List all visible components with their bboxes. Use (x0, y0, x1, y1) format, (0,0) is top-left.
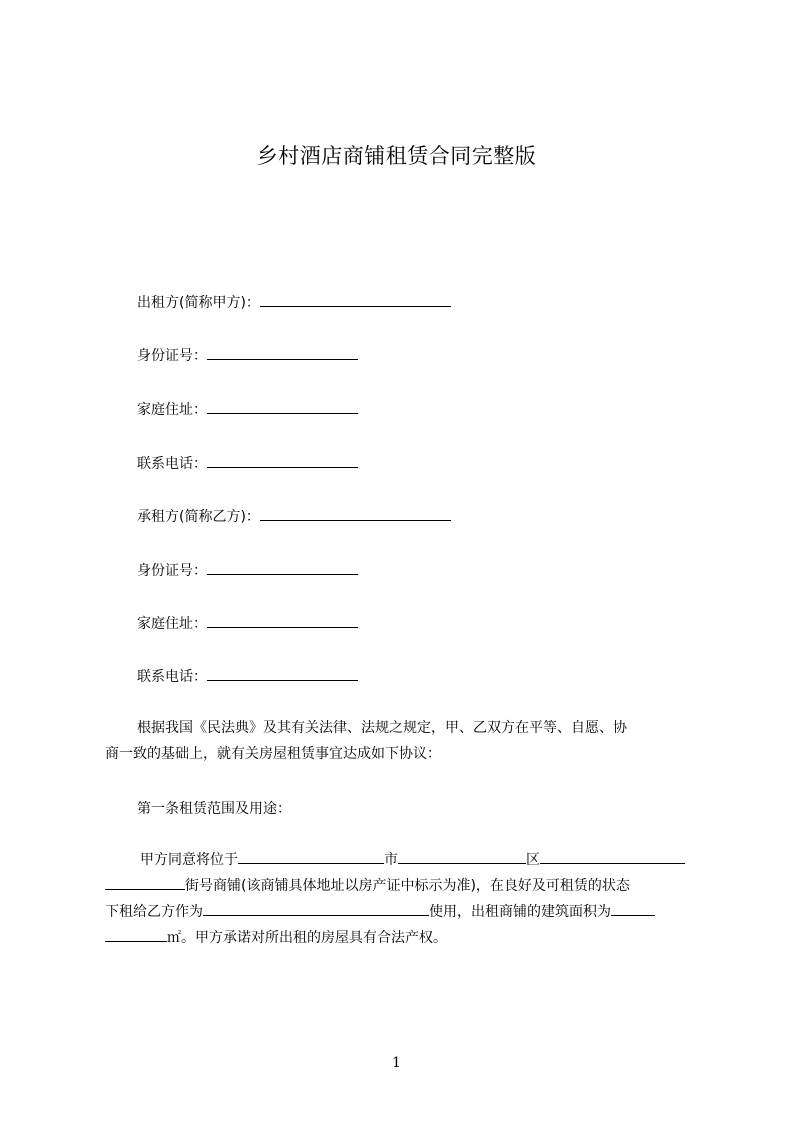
lessee-phone-blank (207, 665, 358, 681)
article1-text-located-at: 甲方同意将位于 (140, 852, 238, 868)
document-title: 乡村酒店商铺租赁合同完整版 (256, 144, 537, 168)
article1-text-use-area: 使用，出租商铺的建筑面积为 (429, 904, 611, 920)
preamble-paragraph (105, 715, 701, 767)
article1-line-2 (105, 873, 701, 899)
lessee-label: 承租方(简称乙方)： (137, 509, 260, 525)
blank-street (540, 848, 685, 864)
article1-text-ownership: ㎡。甲方承诺对所出租的房屋具有合法产权。 (167, 930, 447, 946)
lessor-name-blank (260, 291, 451, 307)
lessor-id-field (137, 344, 358, 366)
lessee-id-label: 身份证号： (137, 563, 207, 579)
preamble-line-2: 商一致的基础上，就有关房屋租赁事宜达成如下协议： (105, 746, 441, 762)
lessee-name-blank (260, 505, 451, 521)
blank-city (238, 848, 384, 864)
lessor-address-blank (207, 398, 358, 414)
article1-line-3 (105, 899, 701, 925)
lessor-label: 出租方(简称甲方)： (137, 295, 260, 311)
article1-text-city: 市 (384, 852, 398, 868)
article1-paragraph (105, 847, 701, 951)
page-number: 1 (392, 1055, 401, 1071)
article1-text-district: 区 (526, 852, 540, 868)
lessee-address-label: 家庭住址： (137, 616, 207, 632)
lessor-name-field (137, 291, 451, 313)
article1-line-4 (105, 925, 701, 951)
article1-text-street-shop: 街号商铺(该商铺具体地址以房产证中标示为准)，在良好及可租赁的状态 (185, 878, 630, 894)
blank-street-continued (105, 874, 185, 890)
lessee-id-blank (207, 559, 358, 575)
lessor-phone-label: 联系电话： (137, 456, 207, 472)
lessee-phone-label: 联系电话： (137, 669, 207, 685)
lessor-phone-blank (207, 452, 358, 468)
lessor-address-label: 家庭住址： (137, 402, 207, 418)
lessee-address-field (137, 612, 358, 634)
article1-line-1 (105, 847, 701, 873)
article1-heading: 第一条租赁范围及用途： (137, 801, 291, 817)
blank-area-continued (105, 926, 167, 942)
lessee-address-blank (207, 612, 358, 628)
lessor-phone-field (137, 452, 358, 474)
lessor-address-field (137, 398, 358, 420)
article1-text-rent-to: 下租给乙方作为 (105, 904, 203, 920)
lessee-id-field (137, 559, 358, 581)
blank-district (398, 848, 526, 864)
lessor-id-blank (207, 344, 358, 360)
blank-use (203, 900, 429, 916)
lessor-id-label: 身份证号： (137, 348, 207, 364)
lessee-phone-field (137, 665, 358, 687)
preamble-line-1: 根据我国《民法典》及其有关法律、法规之规定，甲、乙双方在平等、自愿、协 (137, 720, 627, 736)
blank-area (611, 900, 655, 916)
lessee-name-field (137, 505, 451, 527)
